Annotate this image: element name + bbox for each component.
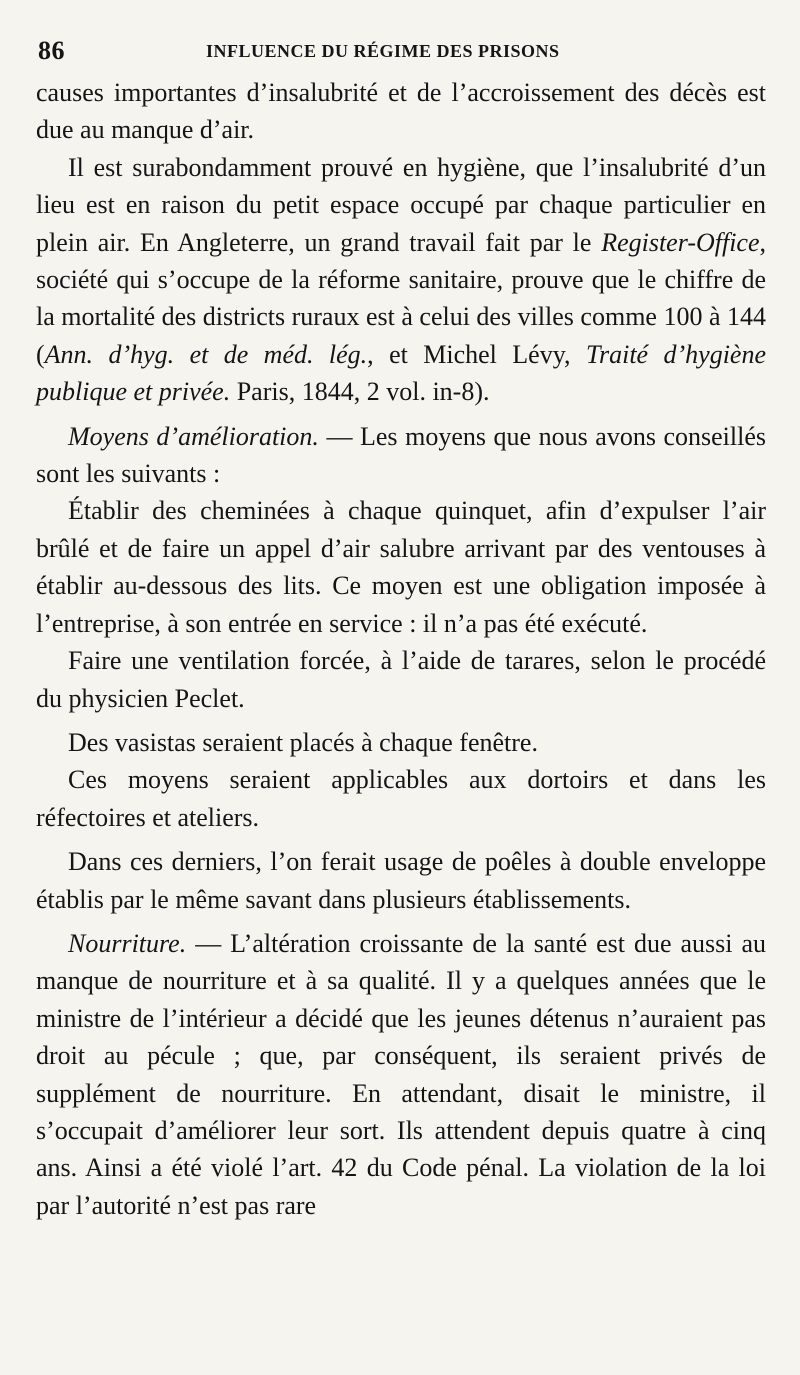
paragraph [36, 925, 766, 1224]
italic-title: Ann. d’hyg. et de méd. lég. [44, 339, 368, 369]
paragraph-text: Dans ces derniers, l’on ferait usage de poêles à double enveloppe établis par le même savant dans plusieurs établissements. [36, 847, 766, 914]
paragraph-text: , société qui s’occupe de la réforme sanitaire, prouve que le chiffre de la mortalité des districts ruraux est à celui des villes comme 100 à 144 ( [36, 227, 766, 369]
paragraph-text: Faire une ventilation forcée, à l’aide de tarares, selon le procédé du physicien Peclet. [36, 646, 766, 713]
paragraph [36, 724, 766, 761]
paragraph-text: — Les moyens que nous avons conseillés sont les suivants : [36, 421, 767, 489]
body-text [36, 74, 766, 1224]
book-page [36, 30, 766, 1360]
paragraph [36, 74, 766, 149]
paragraph [36, 492, 766, 642]
page-header [36, 30, 766, 74]
paragraph-text: Il est surabondamment prouvé en hygiène, que l’insalubrité d’un lieu est en raison du petit espace occupé par chaque particulier en plein air. En Angleterre, un grand travail fait par le [36, 152, 766, 257]
page-number: 86 [38, 36, 65, 65]
paragraph [36, 761, 766, 836]
paragraph [36, 843, 766, 918]
paragraph-text: Paris, 1844, 2 vol. in-8). [230, 377, 490, 407]
paragraph [36, 642, 766, 717]
section-heading: Nourriture. [68, 928, 187, 958]
paragraph [36, 149, 766, 411]
paragraph [36, 418, 766, 493]
paragraph-text: Établir des cheminées à chaque quinquet, afin d’expulser l’air brûlé et de faire un appel d’air salubre arrivant par des ventouses à établir au-dessous des lits. Ce moyen est une obligation imposée à l’entreprise, à son entrée en service : il n’a pas été exécuté. [36, 496, 766, 638]
running-title: INFLUENCE DU RÉGIME DES PRISONS [206, 41, 560, 61]
italic-title: Register-Office [601, 227, 760, 257]
section-heading: Moyens d’amélioration. [68, 421, 319, 451]
paragraph-text: Des vasistas seraient placés à chaque fenêtre. [68, 727, 538, 757]
paragraph-text: , et Michel Lévy, [367, 339, 586, 369]
paragraph-text: causes importantes d’insalubrité et de l’accroissement des décès est due au manque d’air. [36, 78, 766, 145]
paragraph-text: — L’altération croissante de la santé est due aussi au manque de nourriture et à sa qualité. Il y a quelques années que le ministre de l’intérieur a décidé que les jeunes détenus n’auraient pas droit au pécule ; que, par conséquent, ils seraient privés de supplément de nourriture. En attendant, disait le ministre, il s’occupait d’améliorer leur sort. Ils attendent depuis quatre à cinq ans. Ainsi a été violé l’art. 42 du Code pénal. La violation de la loi par l’autorité n’est pas rare [36, 928, 766, 1220]
paragraph-text: Ces moyens seraient applicables aux dortoirs et dans les réfectoires et ateliers. [36, 765, 766, 832]
italic-title: Traité d’hygiène publique et privée. [36, 339, 766, 407]
